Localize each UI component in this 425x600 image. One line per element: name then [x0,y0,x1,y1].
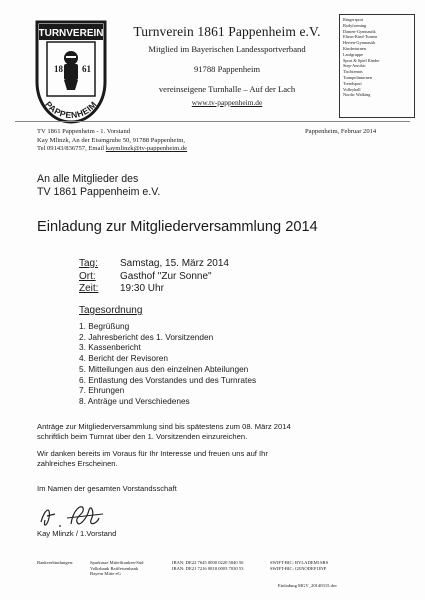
thanks-paragraph [37,449,395,469]
sport-item: Trendsport [343,80,362,86]
agenda-list [79,321,256,407]
sport-item: Laufgruppe [343,51,364,57]
svg-text:PAPPENHEIM [43,99,99,120]
logo-bottom-text: PAPPENHEIM [43,99,99,121]
footer-bics [270,560,328,571]
paragraph-line: zahlreiches Erscheinen. [37,459,118,468]
detail-row [37,258,395,271]
agenda-heading: Tagesordnung [79,305,143,316]
addressee-line-2: TV 1861 Pappenheim e.V. [37,186,161,198]
paragraph-line: schriftlich beim Turnrat über den 1. Vorsitzenden einzureichen. [37,432,248,441]
sport-item: Eltern-Kind-Turnen [343,34,378,40]
detail-key: Tag: [79,258,98,269]
signer-name: Kay Mlinzk / 1.Vorstand [37,529,117,538]
detail-row [37,271,395,284]
detail-row [37,283,395,296]
sport-item: Nordic Walking [343,92,371,98]
handwritten-signature [37,500,117,532]
agenda-item: 7. Ehrungen [79,385,125,396]
sender-line-1: TV 1861 Pappenheim - 1. Vorstand [37,128,131,135]
membership-line: Mitglied im Bayerischen Landessportverband [148,44,306,54]
iban: IBAN: DE21 7216 0818 0003 7030 53 [172,565,244,571]
sender-line-2: Kay Mlinzk, An der Eisengrube 50, 91788 Pappenheim, [37,136,185,144]
sport-item: Ringersport [343,17,364,22]
logo-top-text: TURNVEREIN [38,28,104,39]
detail-value: Gasthof "Zur Sonne" [120,270,212,282]
detail-key: Ort: [79,270,96,282]
bic: SWIFT-BIC: BYLADEM1SRS [270,560,329,565]
header-divider [15,121,410,122]
detail-value: Samstag, 15. März 2014 [120,258,229,269]
postal-line: 91788 Pappenheim [193,64,261,74]
bank-name: Volksbank Raiffeisenbank [90,565,139,571]
agenda-item: 8. Anträge und Verschiedenes [79,395,190,406]
club-name: Turnverein 1861 Pappenheim e.V. [133,24,321,39]
logo-year-right: 61 [82,64,91,74]
bic: SWIFT-BIC: GENODEF1INP [270,565,327,571]
iban: IBAN: DE22 7645 0000 0220 5840 56 [172,560,244,565]
footer-banks [90,560,143,577]
facility-line: vereinseigene Turnhalle – Auf der Lach [158,84,296,94]
sport-item: Trampolinturnen [343,74,372,80]
addressee-line-1: An alle Mitglieder des [37,173,139,185]
agenda-item: 1. Begrüßung [79,321,130,331]
addressee [37,173,395,199]
sport-item: Step-Aerobic [343,63,366,69]
sport-item: Kinderturnen [343,45,366,51]
bank-name: Bayern Mitte eG [90,571,121,577]
sport-item: Bodyforming [343,22,367,28]
detail-value: 19:30 Uhr [120,283,164,294]
paragraph-line: Wir danken bereits im Voraus für Ihr Interesse und freuen uns auf Ihr [37,449,268,458]
sender-email-link[interactable]: kaymlinzk@tv-pappenheim.de [105,145,188,153]
sport-item: Sport & Spiel Kinder [343,57,380,63]
sports-list [339,14,415,118]
agenda-item: 6. Entlastung des Vorstandes und des Turnrates [79,374,257,385]
letter-title: Einladung zur Mitgliederversammlung 2014 [37,219,318,235]
sender-block [37,128,187,154]
motions-paragraph [37,422,395,442]
agenda-item: 4. Bericht der Revisoren [79,353,169,364]
date-place: Pappenheim, Februar 2014 [305,128,377,135]
logo-year-left: 18 [54,64,63,74]
knight-emblem [64,51,78,90]
closing-line: Im Namen der gesamten Vorstandsschaft [37,484,177,493]
sport-item: Volleyball [343,86,361,92]
letterhead [118,24,336,107]
agenda-item: 3. Kassenbericht [79,342,141,353]
sport-item: Damen-Gymnastik [343,28,376,34]
agenda-item: 2. Jahresbericht des 1. Vorsitzenden [79,331,214,342]
detail-key: Zeit: [79,283,99,294]
sport-item: Herren-Gymnastik [343,40,376,46]
footer-bank-label: Bankverbindungen: [37,560,74,565]
sender-line-3 [37,145,187,154]
agenda-item: 5. Mitteilungen aus den einzelnen Abteilungen [79,363,249,374]
file-name: Einladung MGV_20140315.doc [278,583,338,588]
meeting-details [37,258,395,296]
bank-name: Sparkasse Mittelfranken-Süd [90,560,144,565]
paragraph-line: Anträge zur Mitgliederversammlung sind bis spätestens zum 08. März 2014 [37,422,291,431]
sport-item: Tischtennis [343,69,363,75]
website-link[interactable]: www.tv-pappenheim.de [191,98,263,107]
sender-phone: Tel 09143/836757, Email [37,145,106,153]
club-logo [33,20,109,126]
footer-ibans [172,560,243,571]
